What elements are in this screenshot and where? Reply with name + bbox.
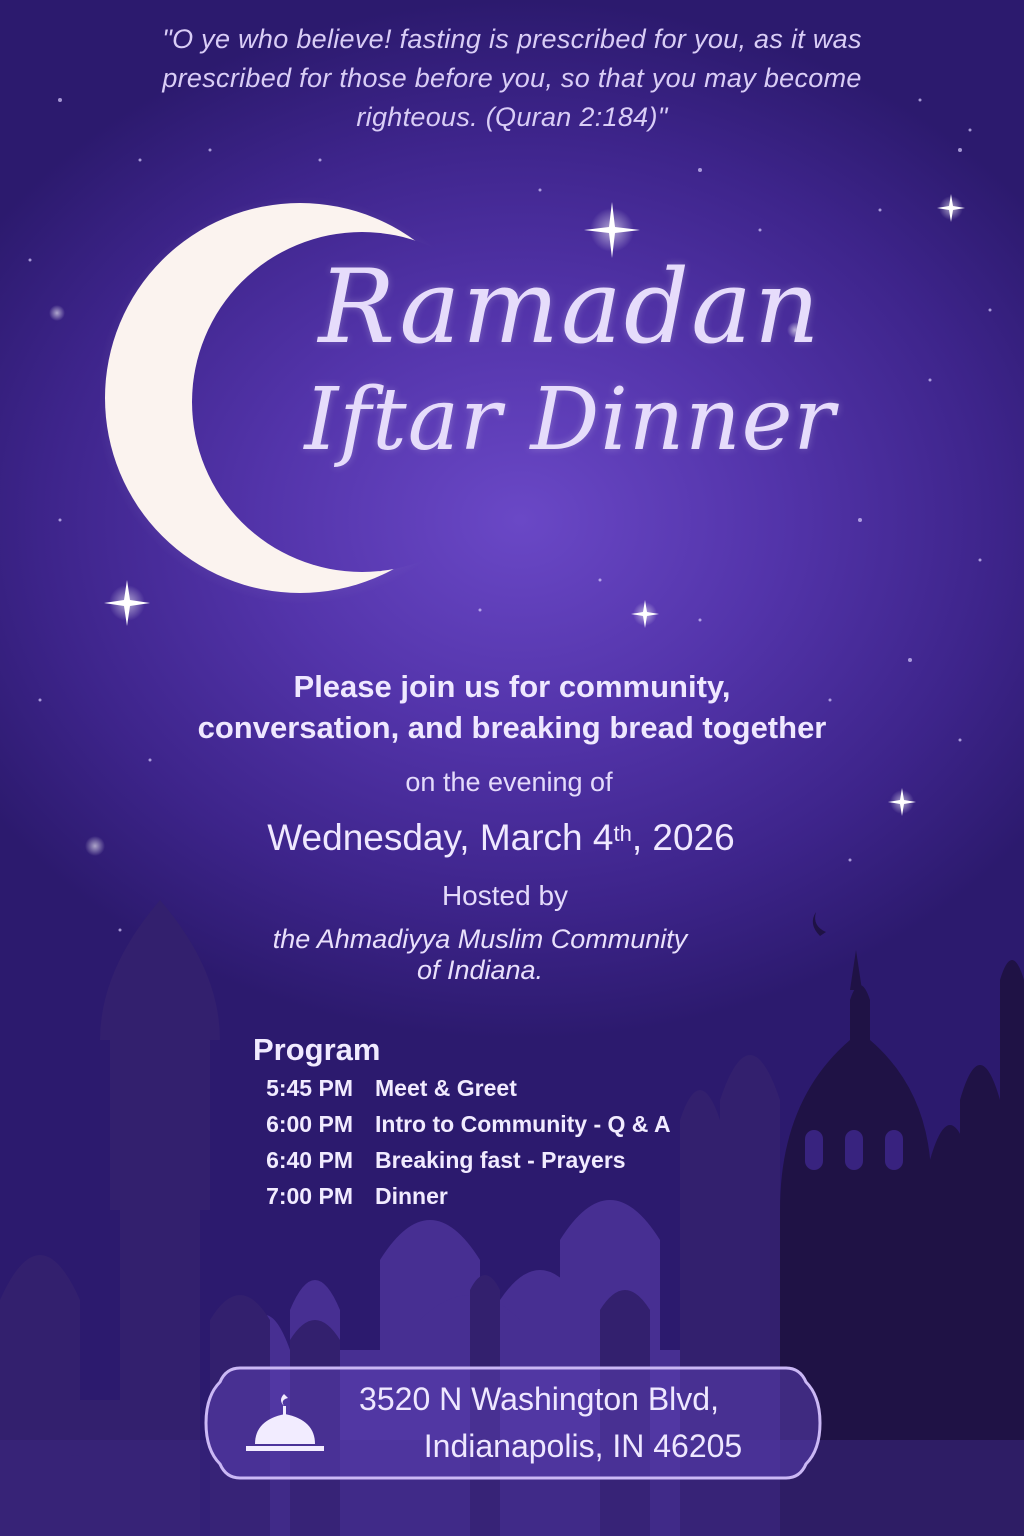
program-time: 6:40 PM [266,1147,353,1173]
program-row [240,1106,800,1142]
title-line-2: Iftar Dinner [304,370,836,470]
address-text [200,1376,826,1470]
hosted-by-label: Hosted by [441,880,569,911]
program-activity: Intro to Community - Q & A [375,1111,671,1137]
address-line-2: Indianapolis, IN 46205 [423,1428,743,1464]
program-title: Program [253,1032,381,1067]
date-suffix: th [613,821,632,846]
program-time: 5:45 PM [266,1075,353,1101]
program-activity: Dinner [375,1183,448,1209]
program-row [240,1070,800,1106]
program-time: 7:00 PM [266,1183,353,1209]
program-schedule [240,1030,800,1214]
date-year: , 2026 [631,817,735,858]
date-prefix: Wednesday, March 4 [267,817,614,858]
address-panel [200,1362,826,1484]
program-row [240,1142,800,1178]
invitation-line-2: conversation, and breaking bread together [197,710,827,745]
invitation-line-1: Please join us for community, [293,669,731,704]
program-time: 6:00 PM [266,1111,353,1137]
program-row [240,1178,800,1214]
program-activity: Breaking fast - Prayers [375,1147,626,1173]
event-date [0,814,1002,862]
program-activity: Meet & Greet [375,1075,517,1101]
evening-label: on the evening of [405,767,613,797]
title-line-1: Ramadan [318,248,822,367]
event-title [250,248,890,472]
invitation-text [60,666,964,748]
address-line-1: 3520 N Washington Blvd, [359,1381,719,1417]
quran-quote: "O ye who believe! fasting is prescribed for you, as it was prescribed for those before you, so that you may become righteous. (Quran 2:184)" [162,24,862,132]
host-line-1: the Ahmadiyya Muslim Community [272,924,688,954]
host-line-2: of Indiana. [416,955,544,985]
